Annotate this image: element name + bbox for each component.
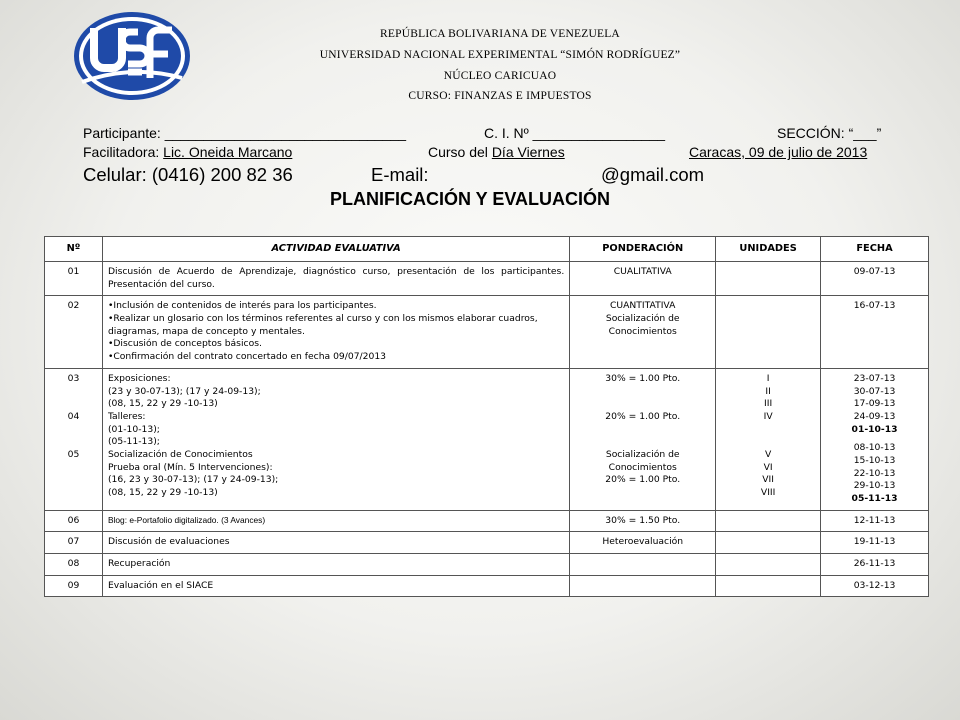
cell-actividad: Recuperación <box>102 554 569 576</box>
place-date: Caracas, 09 de julio de 2013 <box>689 144 868 160</box>
cell-fecha: 23-07-13 30-07-13 17-09-13 24-09-13 01-10-13 08-10-13 15-10-13 22-10-13 29-10-13 05-11-13 <box>821 368 929 510</box>
header-num: Nº <box>45 237 103 262</box>
cell-num: 08 <box>45 554 103 576</box>
cell-fecha: 19-11-13 <box>821 532 929 554</box>
facilitadora-field: Facilitadora: Lic. Oneida Marcano <box>83 144 293 160</box>
ci-field: C. I. Nº _________________ <box>484 125 666 141</box>
bullet-item: •Inclusión de contenidos de interés para los participantes. <box>107 300 377 312</box>
cell-unidades: I II III IV V VI VII VIII <box>716 368 821 510</box>
table-row <box>45 554 929 576</box>
curso-field: Curso del Día Viernes <box>428 144 565 160</box>
seccion-blank: ___ <box>853 125 877 141</box>
cell-fecha: 26-11-13 <box>821 554 929 576</box>
cell-actividad: Discusión de evaluaciones <box>102 532 569 554</box>
header-fecha: FECHA <box>821 237 929 262</box>
cell-ponderacion: 30% = 1.00 Pto. 20% = 1.00 Pto. Socialización de Conocimientos 20% = 1.00 Pto. <box>570 368 716 510</box>
cell-num: 02 <box>45 296 103 368</box>
cell-ponderacion: 30% = 1.50 Pto. <box>570 510 716 532</box>
facilitadora-name: Lic. Oneida Marcano <box>163 144 293 160</box>
bullet-item: •Realizar un glosario con los términos referentes al curso y con los mismos elaborar cuadros, diagramas, mapa de concepto y mentales. <box>107 313 538 337</box>
cell-fecha: 16-07-13 <box>821 296 929 368</box>
header-ponderacion: PONDERACIÓN <box>570 237 716 262</box>
cell-unidades <box>716 554 821 576</box>
cell-actividad: Evaluación en el SIACE <box>102 575 569 597</box>
cell-fecha: 09-07-13 <box>821 262 929 296</box>
cell-ponderacion <box>570 554 716 576</box>
cell-actividad: Discusión de Acuerdo de Aprendizaje, diagnóstico curso, presentación de los participantes. Presentación del curso. <box>102 262 569 296</box>
cell-num: 01 <box>45 262 103 296</box>
celular: Celular: (0416) 200 82 36 <box>83 164 293 185</box>
header-university: UNIVERSIDAD NACIONAL EXPERIMENTAL “SIMÓN RODRÍGUEZ” <box>319 49 681 61</box>
cell-actividad: Exposiciones: (23 y 30-07-13); (17 y 24-09-13); (08, 15, 22 y 29 -10-13) Talleres: (01-10-13); (05-11-13); Socialización de Conocimientos Prueba oral (Mín. 5 Intervenciones): (16, 23 y 30-07-13); (17 y 24-09-13); (08, 15, 22 y 29 -10-13) <box>102 368 569 510</box>
header-unidades: UNIDADES <box>716 237 821 262</box>
table-header-row <box>45 237 929 262</box>
cell-ponderacion <box>570 575 716 597</box>
university-logo <box>72 10 192 102</box>
cell-ponderacion: CUALITATIVA <box>570 262 716 296</box>
curso-day: Día Viernes <box>491 144 565 160</box>
header-country: REPÚBLICA BOLIVARIANA DE VENEZUELA <box>380 28 620 40</box>
cell-fecha: 12-11-13 <box>821 510 929 532</box>
table-row <box>45 532 929 554</box>
cell-actividad: Blog: e-Portafolio digitalizado. (3 Avances) <box>102 510 569 532</box>
table-row <box>45 575 929 597</box>
header-course: CURSO: FINANZAS E IMPUESTOS <box>408 90 592 102</box>
cell-unidades <box>716 510 821 532</box>
participante-blank: _______________________________ <box>164 125 407 141</box>
page-title: PLANIFICACIÓN Y EVALUACIÓN <box>330 189 611 209</box>
cell-actividad <box>102 296 569 368</box>
cell-unidades <box>716 532 821 554</box>
cell-unidades <box>716 296 821 368</box>
header-nucleo: NÚCLEO CARICUAO <box>443 70 557 82</box>
participante-field: Participante: _______________________________ <box>83 125 407 141</box>
header-actividad: ACTIVIDAD EVALUATIVA <box>102 237 569 262</box>
table-row <box>45 262 929 296</box>
table-row <box>45 368 929 510</box>
table-row <box>45 296 929 368</box>
cell-ponderacion: CUANTITATIVA Socialización de Conocimientos <box>570 296 716 368</box>
cell-fecha: 03-12-13 <box>821 575 929 597</box>
cell-num: 09 <box>45 575 103 597</box>
cell-num: 03 04 05 <box>45 368 103 510</box>
cell-num: 07 <box>45 532 103 554</box>
ci-blank: _________________ <box>532 125 666 141</box>
seccion-field: SECCIÓN: “___” <box>777 125 882 141</box>
cell-num: 06 <box>45 510 103 532</box>
email-domain: @gmail.com <box>601 164 705 185</box>
bullet-item: •Confirmación del contrato concertado en fecha 09/07/2013 <box>107 351 387 363</box>
bullet-item: •Discusión de conceptos básicos. <box>107 338 262 350</box>
cell-unidades <box>716 262 821 296</box>
table-row <box>45 510 929 532</box>
cell-ponderacion: Heteroevaluación <box>570 532 716 554</box>
email-label: E-mail: <box>371 164 429 185</box>
cell-unidades <box>716 575 821 597</box>
evaluation-table <box>44 236 929 597</box>
